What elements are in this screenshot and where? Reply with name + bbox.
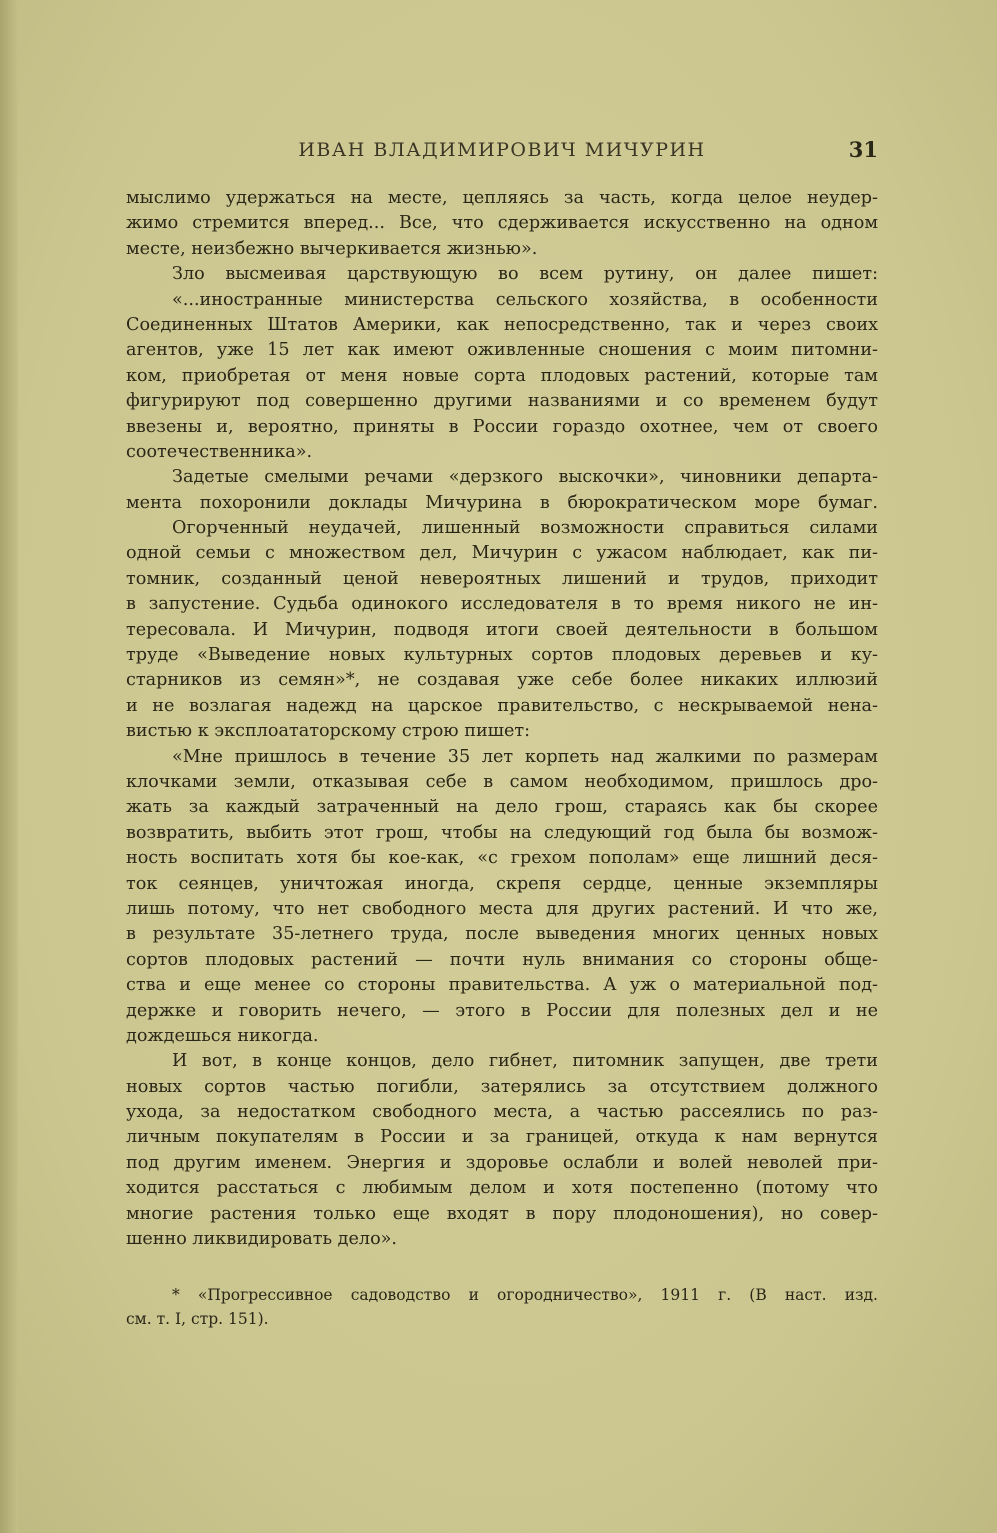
text-line: фигурируют под совершенно другими названиями и со временем будут (126, 391, 878, 412)
text-line: «...иностранные министерства сельского хозяйства, в особенности (172, 289, 878, 310)
text-line: в результате 35-летнего труда, после выведения многих ценных новых (126, 924, 878, 945)
text-line: Огорченный неудачей, лишенный возможности справиться силами (172, 518, 878, 539)
text-line: и не возлагая надежд на царское правительство, с нескрываемой нена- (126, 695, 878, 716)
text-line: Задетые смелыми речами «дерзкого выскочки», чиновники департа- (172, 467, 878, 488)
text-line: возвратить, выбить этот грош, чтобы на следующий год была бы возмож- (126, 822, 878, 843)
page-number: 31 (848, 137, 878, 162)
text-line: ввезены и, вероятно, приняты в России гораздо охотнее, чем от своего (126, 416, 878, 437)
text-line: жимо стремится вперед... Все, что сдерживается искусственно на одном (126, 213, 878, 234)
text-line: новых сортов частью погибли, затерялись за отсутствием должного (126, 1076, 878, 1097)
body-text (126, 186, 878, 1252)
text-line: Зло высмеивая царствующую во всем рутину, он далее пишет: (172, 264, 878, 285)
text-line: ходится расстаться с любимым делом и хотя постепенно (потому что (126, 1178, 878, 1199)
text-line: тересовала. И Мичурин, подводя итоги своей деятельности в большом (126, 619, 878, 640)
page-spine-shadow (0, 0, 18, 1533)
text-line: ток сеянцев, уничтожая иногда, скрепя сердце, ценные экземпляры (126, 873, 878, 894)
text-line: сортов плодовых растений — почти нуль внимания со стороны обще- (126, 949, 878, 970)
text-line: вистью к эксплоататорскому строю пишет: (126, 721, 531, 742)
text-line: месте, неизбежно вычеркивается жизнью». (126, 238, 538, 259)
text-line: дождешься никогда. (126, 1025, 319, 1046)
text-line: ухода, за недостатком свободного места, а частью рассеялись по раз- (126, 1102, 878, 1123)
text-line: многие растения только еще входят в пору плодоношения), но совер- (126, 1203, 878, 1224)
text-line: Соединенных Штатов Америки, как непосредственно, так и через своих (126, 314, 878, 335)
text-line: труде «Выведение новых культурных сортов плодовых деревьев и ку- (126, 645, 878, 666)
text-line: И вот, в конце концов, дело гибнет, питомник запущен, две трети (172, 1051, 878, 1072)
text-line: томник, созданный ценой невероятных лишений и трудов, приходит (126, 568, 878, 589)
text-line: лишь потому, что нет свободного места для других растений. И что же, (126, 898, 878, 919)
text-line: «Мне пришлось в течение 35 лет корпеть над жалкими по размерам (172, 746, 878, 767)
text-line: мента похоронили доклады Мичурина в бюрократическом море бумаг. (126, 492, 878, 513)
text-line: ства и еще менее со стороны правительства. А уж о материальной под- (126, 975, 878, 996)
footnote-line: * «Прогрессивное садоводство и огородничество», 1911 г. (В наст. изд. (172, 1286, 878, 1304)
text-line: ком, приобретая от меня новые сорта плодовых растений, которые там (126, 365, 878, 386)
text-line: ность воспитать хотя бы кое-как, «с грехом пополам» еще лишний деся- (126, 848, 878, 869)
page-header (126, 136, 878, 164)
text-line: мыслимо удержаться на месте, цепляясь за часть, когда целое неудер- (126, 188, 878, 208)
text-line: старников из семян»*, не создавая уже себе более никаких иллюзий (126, 670, 878, 691)
text-line: шенно ликвидировать дело». (126, 1229, 398, 1250)
text-line: личным покупателям в России и за границей, откуда к нам вернутся (126, 1127, 878, 1148)
footnote-line: см. т. I, стр. 151). (126, 1310, 269, 1328)
text-line: одной семьи с множеством дел, Мичурин с ужасом наблюдает, как пи- (126, 543, 878, 564)
text-line: жать за каждый затраченный на дело грош, стараясь как бы скорее (126, 797, 878, 818)
text-line: агентов, уже 15 лет как имеют оживленные сношения с моим питомни- (126, 340, 878, 361)
running-title: ИВАН ВЛАДИМИРОВИЧ МИЧУРИН (298, 139, 706, 161)
footnote (126, 1283, 878, 1331)
text-line: соотечественника». (126, 441, 313, 462)
text-line: держке и говорить нечего, — этого в России для полезных дел и не (126, 1000, 878, 1021)
text-line: в запустение. Судьба одинокого исследователя в то время никого не ин- (126, 594, 878, 615)
text-line: под другим именем. Энергия и здоровье ослабли и волей неволей при- (126, 1152, 878, 1173)
text-line: клочками земли, отказывая себе в самом необходимом, пришлось дро- (126, 771, 878, 792)
